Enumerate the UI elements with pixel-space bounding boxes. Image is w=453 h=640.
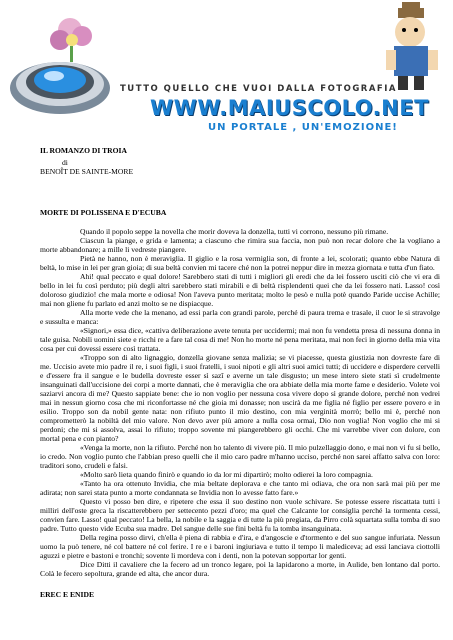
paragraph: Quando il popolo seppe la novella che morir doveva la donzella, tutti vi corrono, nessuno più rimane. bbox=[80, 227, 389, 236]
document-di: di bbox=[62, 158, 68, 167]
paragraph: «Venga la morte, non la rifiuto. Perché non ho talento di vivere più. Il mio pulzellaggio dono, e mai non vi fu sì bello, io credo. Non voglio punto che l'abbian preso quelli che il mio caro padre m'hanno ucciso, perché non sarei affatto salva con loro: traditori sono, crudeli e falsi. bbox=[40, 443, 440, 470]
banner-tagline: TUTTO QUELLO CHE VUOI DALLA FOTOGRAFIA bbox=[120, 84, 397, 94]
paragraph: Ahi! qual peccato e qual dolore! Sarebbero stati di tutti i migliori gli eredi che da lei fossero usciti ciò che vi era di bello in lei fu così perduto; più degli altri sarebbero stati mirabili e di beltà risplendenti quei che da lei fossero nati. Lasso! così doloroso giudizio! che mala morte e odiosa! Non l'aveva punto meritata; molto le pesò e nulla potè quando Paride uccise Achille; mai non gliene fu parlato ed anzi molto se ne dispiacque. bbox=[40, 272, 440, 308]
section-heading-erec: EREC E ENIDE bbox=[40, 590, 95, 599]
paragraph: Pietà ne hanno, non è meraviglia. Il giglio e la rosa vermiglia son, di fronte a lei, scolorati; quanto ebbe Natura di beltà, lo mise in lei per gran gioia; di sua beltà convien mi tacere ché non la potrei neppur dire in mezza giornata e tutta d'un fiato. bbox=[40, 254, 440, 272]
paragraph: Dice Ditti il cavaliere che la fecero ad un tronco legare, poi la lapidarono a morte, in Aulide, ben lontano dal porto. Colà le fecero sepoltura, grande ed alta, che ancor dura. bbox=[40, 560, 440, 578]
paragraph: «Tanto ha ora ottenuto Invidia, che mia beltate deplorava e che tanto mi odiava, che ora non sarà mai più per me adirata; non sarei stata punto a morte condannata se Invidia non lo avesse fatto fare.» bbox=[40, 479, 440, 497]
banner-url-link[interactable]: WWW.MAIUSCOLO.NET bbox=[150, 96, 429, 120]
paragraph: «Troppo son di alto lignaggio, donzella giovane senza malizia; se vi piacesse, questa giustizia non dovreste fare di me. Uccisio avete mio padre il re, i suoi figli, i suoi fratelli, i suoi nipoti e gli altri suoi amici tutti; di uccidere e disperdere cervelli e d'essere fra il sangue e le budella dovreste esser sì sazî e averne un tale disgusto; un mese intero siete stati sì crudelmente insanguinati dall'uccisione dei corpi a morte dannati, che è meraviglia che ora abbiate della mia morte fame e desiderio. Volete voi saziarvi ancora di me? Questo sappiate bene: che io non voglio per nessuna cosa vivere dopo sì grande dolore, perché non vedrei mai in nessun giorno cosa che mi riconfortasse né che gioia mi donasse; non uscirà da me figlia né figlio per essere povero e in esilio. Troppo son da nobil gente nata: non rifiuto punto il mio destino, con mia verginità morrò; bello mi è, perché non comprometterò la nobiltà del mio valore. Non devo aver più amore a nulla cosa ormai, Dio non voglia! Non voglio che mi si perdoni; che mi si assolva, assai lo rifiuto; troppo sovente mi piangerebbero gli occhi. Che mi varrebbe viver con dolore, con mortal pena e con pianto? bbox=[40, 353, 440, 443]
cartoon-mascot-icon bbox=[386, 2, 438, 90]
paragraph: Della regina posso dirvi, ch'ella è piena di rabbia e d'ira, e d'angoscie e d'tormento e del suo sangue infuriata. Nessun uomo la può tenere, né col battere né col ferire. I re e i baroni ingiuriava e tutto il tempo li malediceva; ad essi lanciava ciottolli aguzzi e pietre e bastoni e tronchi; sovente li mordeva con i denti, non la potevan sopportar lor genti. bbox=[40, 533, 440, 560]
section-heading-polissena: MORTE DI POLISSENA E D'ECUBA bbox=[40, 208, 167, 217]
paragraph: «Molto sarò lieta quando finirò e quando io da lor mi dipartirò; molto odierei la loro compagnia. bbox=[80, 470, 373, 479]
paragraph: Questo vi posso ben dire, e ripetere che essa il suo destino non vuole schivare. Se potesse essere riscattata tutti i milliri dell'oste greca la riscatterebbero per settecento pezzi d'oro; ma quel che Calcante lor consiglia perché la tormenta cessi, convien fare. Lasso! qual peccato! La bella, la nobile e la saggia e di tutte la più pregiata, da Pirro colà squartata sulla tomba di suo padre. Tutto questo vide Ecuba sua madre. Del sangue delle sue fini beltà fu la tomba insanguinata. bbox=[40, 497, 440, 533]
paragraph: Ciascun la piange, e grida e lamenta; a ciascuno che rimira sua faccia, non può non recar dolore che la vogliano a morte abbandonare; a mille li vedreste piangere. bbox=[40, 236, 440, 254]
paragraph: Alla morte vede che la menano, ad essi parla con grandi parole, perché di paura trema e trasale, il cuor le si stravolge e sussulta e manca: bbox=[40, 308, 440, 326]
banner-subline: UN PORTALE , UN'EMOZIONE! bbox=[208, 122, 398, 133]
camera-lens-icon bbox=[10, 62, 110, 114]
document-title: IL ROMANZO DI TROIA bbox=[40, 146, 127, 155]
site-banner bbox=[0, 0, 453, 140]
flower-icon bbox=[50, 18, 92, 62]
paragraph: «Signori,» essa dice, «cattiva deliberazione avete tenuta per uccidermi; mai non fu vendetta presa di nessuna donna in tale guisa. Nobili uomini siete e ricchi re a fare tal cosa di me! Non ho morte né pena meritata, mai non feci in giorno della mia vita cosa per cui dovessi essere così trattata. bbox=[40, 326, 440, 353]
document-body bbox=[40, 140, 440, 599]
document-author: BENOÎT DE SAINTE-MORE bbox=[40, 167, 134, 176]
